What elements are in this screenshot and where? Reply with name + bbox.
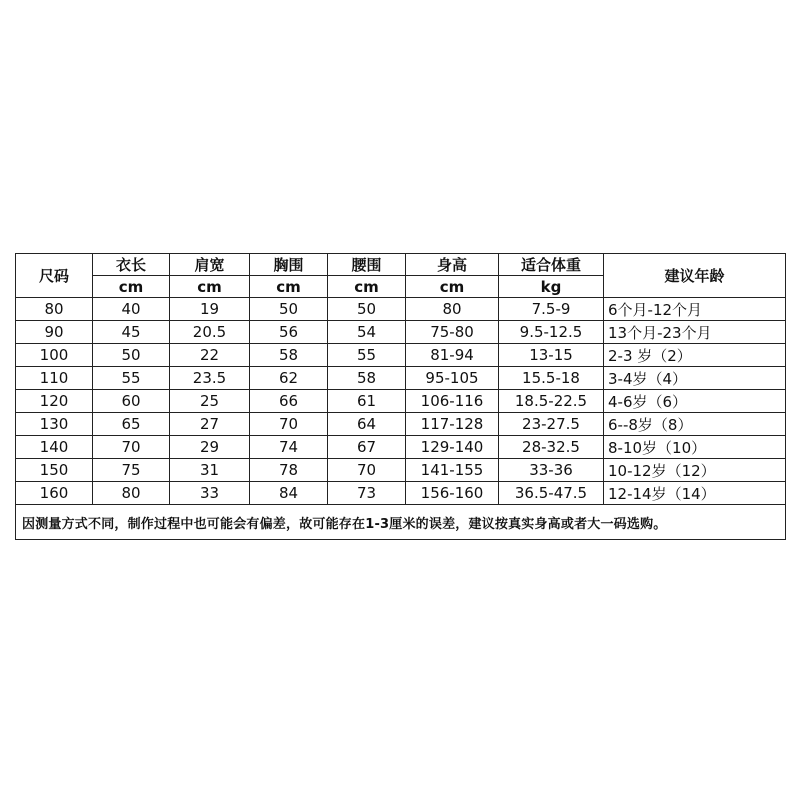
cell-size: 140	[16, 436, 93, 459]
cell-age: 4-6岁（6）	[604, 390, 786, 413]
table-row	[16, 344, 786, 367]
cell-chest: 50	[250, 298, 328, 321]
header-weight: 适合体重	[499, 254, 604, 276]
cell-waist: 73	[328, 482, 406, 505]
cell-height: 81-94	[406, 344, 499, 367]
table-row	[16, 367, 786, 390]
cell-weight: 15.5-18	[499, 367, 604, 390]
cell-weight: 13-15	[499, 344, 604, 367]
cell-weight: 18.5-22.5	[499, 390, 604, 413]
header-length: 衣长	[93, 254, 170, 276]
cell-weight: 36.5-47.5	[499, 482, 604, 505]
cell-weight: 33-36	[499, 459, 604, 482]
cell-shoulder: 25	[170, 390, 250, 413]
table-row	[16, 459, 786, 482]
cell-chest: 74	[250, 436, 328, 459]
cell-height: 129-140	[406, 436, 499, 459]
table-row	[16, 298, 786, 321]
cell-weight: 7.5-9	[499, 298, 604, 321]
cell-age: 3-4岁（4）	[604, 367, 786, 390]
cell-size: 150	[16, 459, 93, 482]
cell-weight: 9.5-12.5	[499, 321, 604, 344]
cell-height: 156-160	[406, 482, 499, 505]
header-age: 建议年龄	[604, 254, 786, 298]
cell-waist: 61	[328, 390, 406, 413]
size-chart-table	[15, 253, 786, 540]
cell-age: 6个月-12个月	[604, 298, 786, 321]
cell-shoulder: 27	[170, 413, 250, 436]
cell-height: 141-155	[406, 459, 499, 482]
cell-size: 160	[16, 482, 93, 505]
unit-shoulder: cm	[170, 276, 250, 298]
cell-waist: 64	[328, 413, 406, 436]
cell-shoulder: 29	[170, 436, 250, 459]
cell-age: 10-12岁（12）	[604, 459, 786, 482]
table-row	[16, 390, 786, 413]
cell-age: 2-3 岁（2）	[604, 344, 786, 367]
cell-length: 40	[93, 298, 170, 321]
header-row	[16, 254, 786, 276]
header-waist: 腰围	[328, 254, 406, 276]
cell-waist: 54	[328, 321, 406, 344]
cell-chest: 78	[250, 459, 328, 482]
cell-size: 100	[16, 344, 93, 367]
cell-length: 60	[93, 390, 170, 413]
cell-length: 55	[93, 367, 170, 390]
cell-age: 13个月-23个月	[604, 321, 786, 344]
unit-length: cm	[93, 276, 170, 298]
cell-chest: 84	[250, 482, 328, 505]
cell-height: 95-105	[406, 367, 499, 390]
cell-chest: 56	[250, 321, 328, 344]
cell-length: 70	[93, 436, 170, 459]
cell-weight: 23-27.5	[499, 413, 604, 436]
unit-weight: kg	[499, 276, 604, 298]
cell-waist: 67	[328, 436, 406, 459]
unit-chest: cm	[250, 276, 328, 298]
cell-shoulder: 19	[170, 298, 250, 321]
cell-waist: 70	[328, 459, 406, 482]
cell-height: 75-80	[406, 321, 499, 344]
table-row	[16, 413, 786, 436]
measurement-note: 因测量方式不同，制作过程中也可能会有偏差，故可能存在1-3厘米的误差，建议按真实身高或者大一码选购。	[16, 505, 786, 540]
cell-shoulder: 20.5	[170, 321, 250, 344]
cell-size: 120	[16, 390, 93, 413]
cell-waist: 50	[328, 298, 406, 321]
header-height: 身高	[406, 254, 499, 276]
cell-chest: 58	[250, 344, 328, 367]
cell-waist: 55	[328, 344, 406, 367]
cell-length: 45	[93, 321, 170, 344]
cell-size: 110	[16, 367, 93, 390]
cell-length: 65	[93, 413, 170, 436]
cell-height: 106-116	[406, 390, 499, 413]
cell-size: 80	[16, 298, 93, 321]
cell-chest: 66	[250, 390, 328, 413]
cell-shoulder: 23.5	[170, 367, 250, 390]
cell-shoulder: 33	[170, 482, 250, 505]
table-row	[16, 436, 786, 459]
cell-shoulder: 31	[170, 459, 250, 482]
cell-length: 75	[93, 459, 170, 482]
header-shoulder: 肩宽	[170, 254, 250, 276]
table-row	[16, 321, 786, 344]
cell-shoulder: 22	[170, 344, 250, 367]
table-row	[16, 482, 786, 505]
cell-waist: 58	[328, 367, 406, 390]
cell-length: 50	[93, 344, 170, 367]
unit-waist: cm	[328, 276, 406, 298]
header-chest: 胸围	[250, 254, 328, 276]
cell-chest: 62	[250, 367, 328, 390]
note-row	[16, 505, 786, 540]
cell-age: 12-14岁（14）	[604, 482, 786, 505]
cell-length: 80	[93, 482, 170, 505]
cell-chest: 70	[250, 413, 328, 436]
header-size: 尺码	[16, 254, 93, 298]
table-body	[16, 298, 786, 505]
unit-height: cm	[406, 276, 499, 298]
cell-height: 80	[406, 298, 499, 321]
cell-size: 90	[16, 321, 93, 344]
cell-size: 130	[16, 413, 93, 436]
cell-age: 6--8岁（8）	[604, 413, 786, 436]
cell-age: 8-10岁（10）	[604, 436, 786, 459]
cell-weight: 28-32.5	[499, 436, 604, 459]
cell-height: 117-128	[406, 413, 499, 436]
